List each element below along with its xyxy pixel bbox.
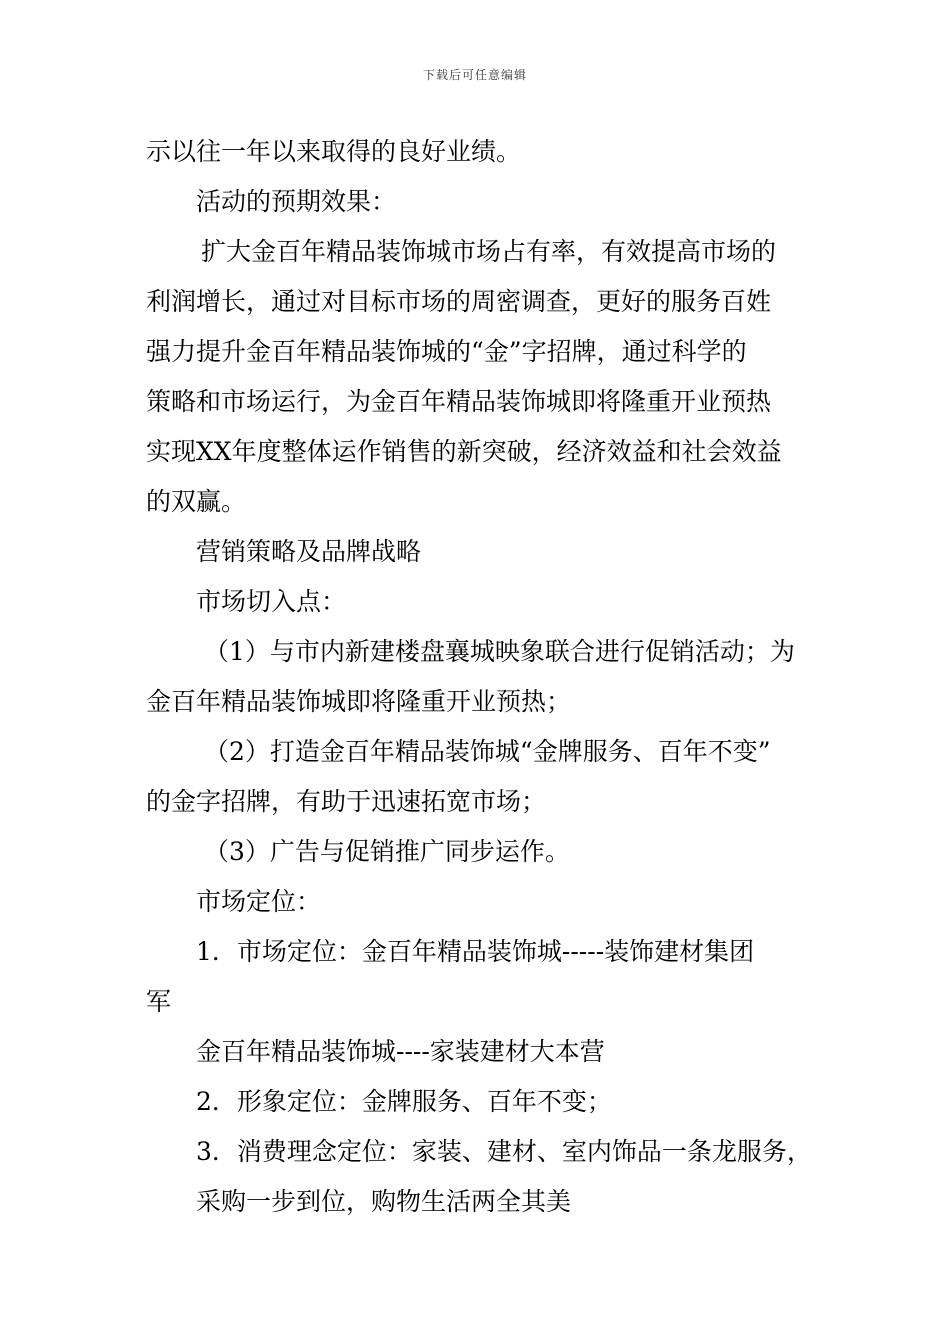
paragraph-line: 采购一步到位，购物生活两全其美 (196, 1187, 572, 1216)
paragraph-line: 强力提升金百年精品装饰城的“金”字招牌，通过科学的 (146, 337, 747, 366)
paragraph-line: 利润增长，通过对目标市场的周密调查，更好的服务百姓 (146, 287, 772, 316)
list-item: 3．消费理念定位：家装、建材、室内饰品一条龙服务， (196, 1137, 812, 1166)
paragraph-line: 扩大金百年精品装饰城市场占有率，有效提高市场的 (201, 237, 777, 266)
header-note: 下载后可任意编辑 (422, 68, 527, 82)
document-body (146, 127, 812, 1227)
list-item: （1）与市内新建楼盘襄城映象联合进行促销活动；为 (204, 637, 795, 666)
paragraph-line: 军 (146, 987, 172, 1016)
section-heading: 营销策略及品牌战略 (196, 537, 422, 566)
section-heading: 活动的预期效果： (196, 187, 397, 216)
list-item: （3）广告与促销推广同步运作。 (204, 837, 570, 866)
paragraph-line: 金百年精品装饰城----家装建材大本营 (196, 1037, 605, 1066)
paragraph-line: 的金字招牌，有助于迅速拓宽市场； (146, 787, 547, 816)
paragraph-line: 金百年精品装饰城即将隆重开业预热； (146, 687, 572, 716)
section-heading: 市场定位： (196, 887, 322, 916)
list-item: 1．市场定位：金百年精品装饰城-----装饰建材集团 (196, 937, 755, 966)
list-item: 2．形象定位：金牌服务、百年不变； (196, 1087, 612, 1116)
list-item: （2）打造金百年精品装饰城“金牌服务、百年不变” (204, 737, 771, 766)
section-heading: 市场切入点： (196, 587, 347, 616)
paragraph-line: 实现XX年度整体运作销售的新突破，经济效益和社会效益 (146, 437, 782, 466)
paragraph-line: 的双赢。 (146, 487, 247, 516)
paragraph-line: 示以往一年以来取得的良好业绩。 (146, 137, 522, 166)
paragraph-line: 策略和市场运行，为金百年精品装饰城即将隆重开业预热 (146, 387, 772, 416)
